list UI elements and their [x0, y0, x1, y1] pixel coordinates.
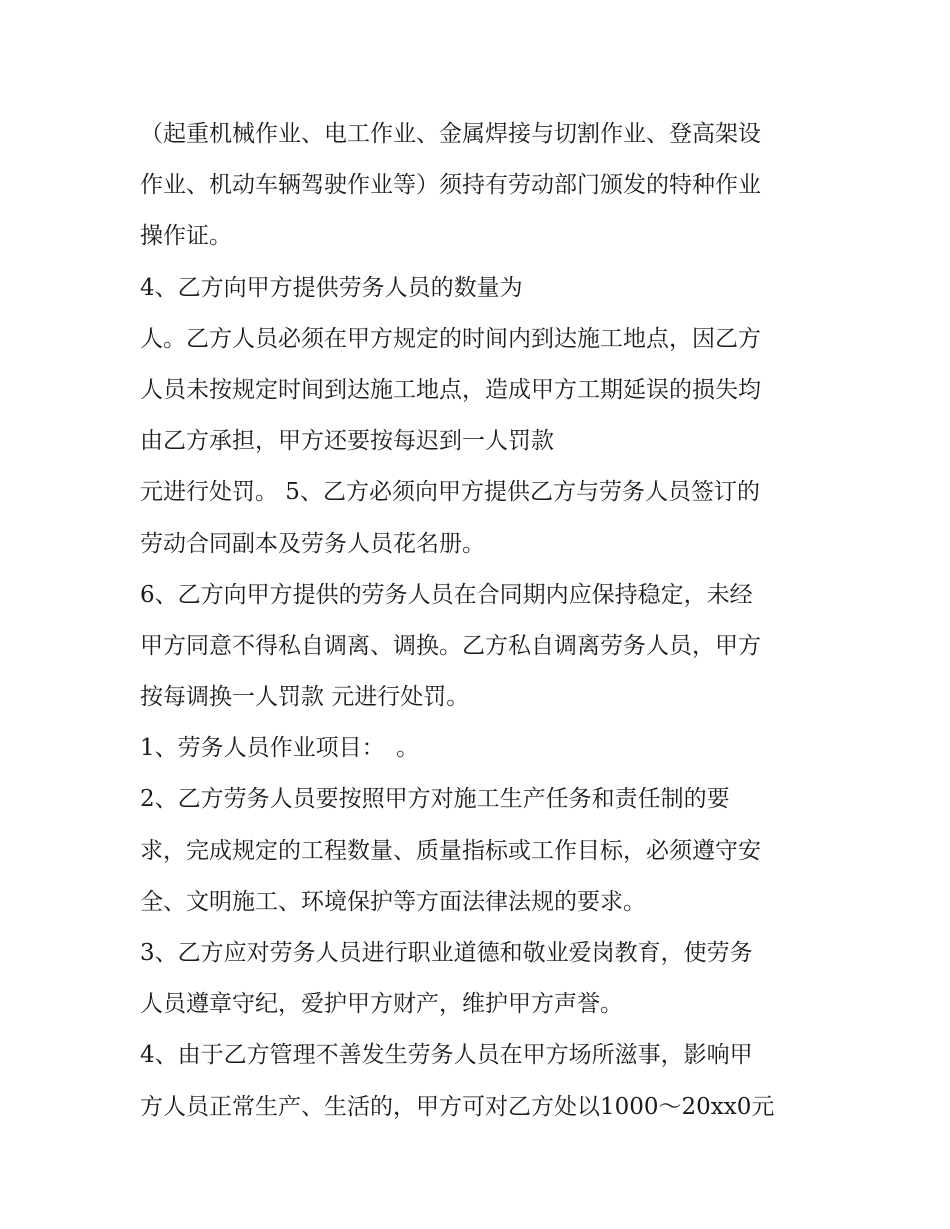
text-line: 作业、机动车辆驾驶作业等）须持有劳动部门颁发的特种作业 — [140, 172, 761, 199]
text-line: 人员未按规定时间到达施工地点，造成甲方工期延误的损失均 — [140, 376, 761, 403]
text-line: 6、乙方向甲方提供的劳务人员在合同期内应保持稳定，未经 — [140, 581, 753, 608]
text-line: 甲方同意不得私自调离、调换。乙方私自调离劳务人员，甲方 — [140, 632, 761, 659]
text-line: 方人员正常生产、生活的，甲方可对乙方处以1000～20xx0元 — [140, 1093, 775, 1120]
text-line: 全、文明施工、环境保护等方面法律法规的要求。 — [140, 888, 646, 915]
text-line: 操作证。 — [140, 223, 232, 250]
text-line: 4、由于乙方管理不善发生劳务人员在甲方场所滋事，影响甲 — [140, 1042, 753, 1069]
text-line: 人员遵章守纪，爱护甲方财产，维护甲方声誉。 — [140, 991, 623, 1018]
text-line: （起重机械作业、电工作业、金属焊接与切割作业、登高架设 — [140, 121, 761, 147]
text-line: 求，完成规定的工程数量、质量指标或工作目标，必须遵守安 — [140, 837, 761, 864]
text-line: 1、劳务人员作业项目： 。 — [140, 735, 420, 762]
text-line: 3、乙方应对劳务人员进行职业道德和敬业爱岗教育，使劳务 — [140, 940, 753, 966]
text-line: 劳动合同副本及劳务人员花名册。 — [140, 530, 485, 557]
text-line: 人。乙方人员必须在甲方规定的时间内到达施工地点，因乙方 — [140, 325, 761, 352]
text-line: 元进行处罚。 5、乙方必须向甲方提供乙方与劳务人员签订的 — [140, 479, 760, 506]
text-line: 4、乙方向甲方提供劳务人员的数量为 — [140, 274, 523, 301]
text-line: 由乙方承担，甲方还要按每迟到一人罚款 — [140, 428, 554, 455]
text-line: 2、乙方劳务人员要按照甲方对施工生产任务和责任制的要 — [140, 786, 730, 813]
contract-text-body — [140, 109, 820, 1133]
text-line: 按每调换一人罚款 元进行处罚。 — [140, 684, 470, 711]
